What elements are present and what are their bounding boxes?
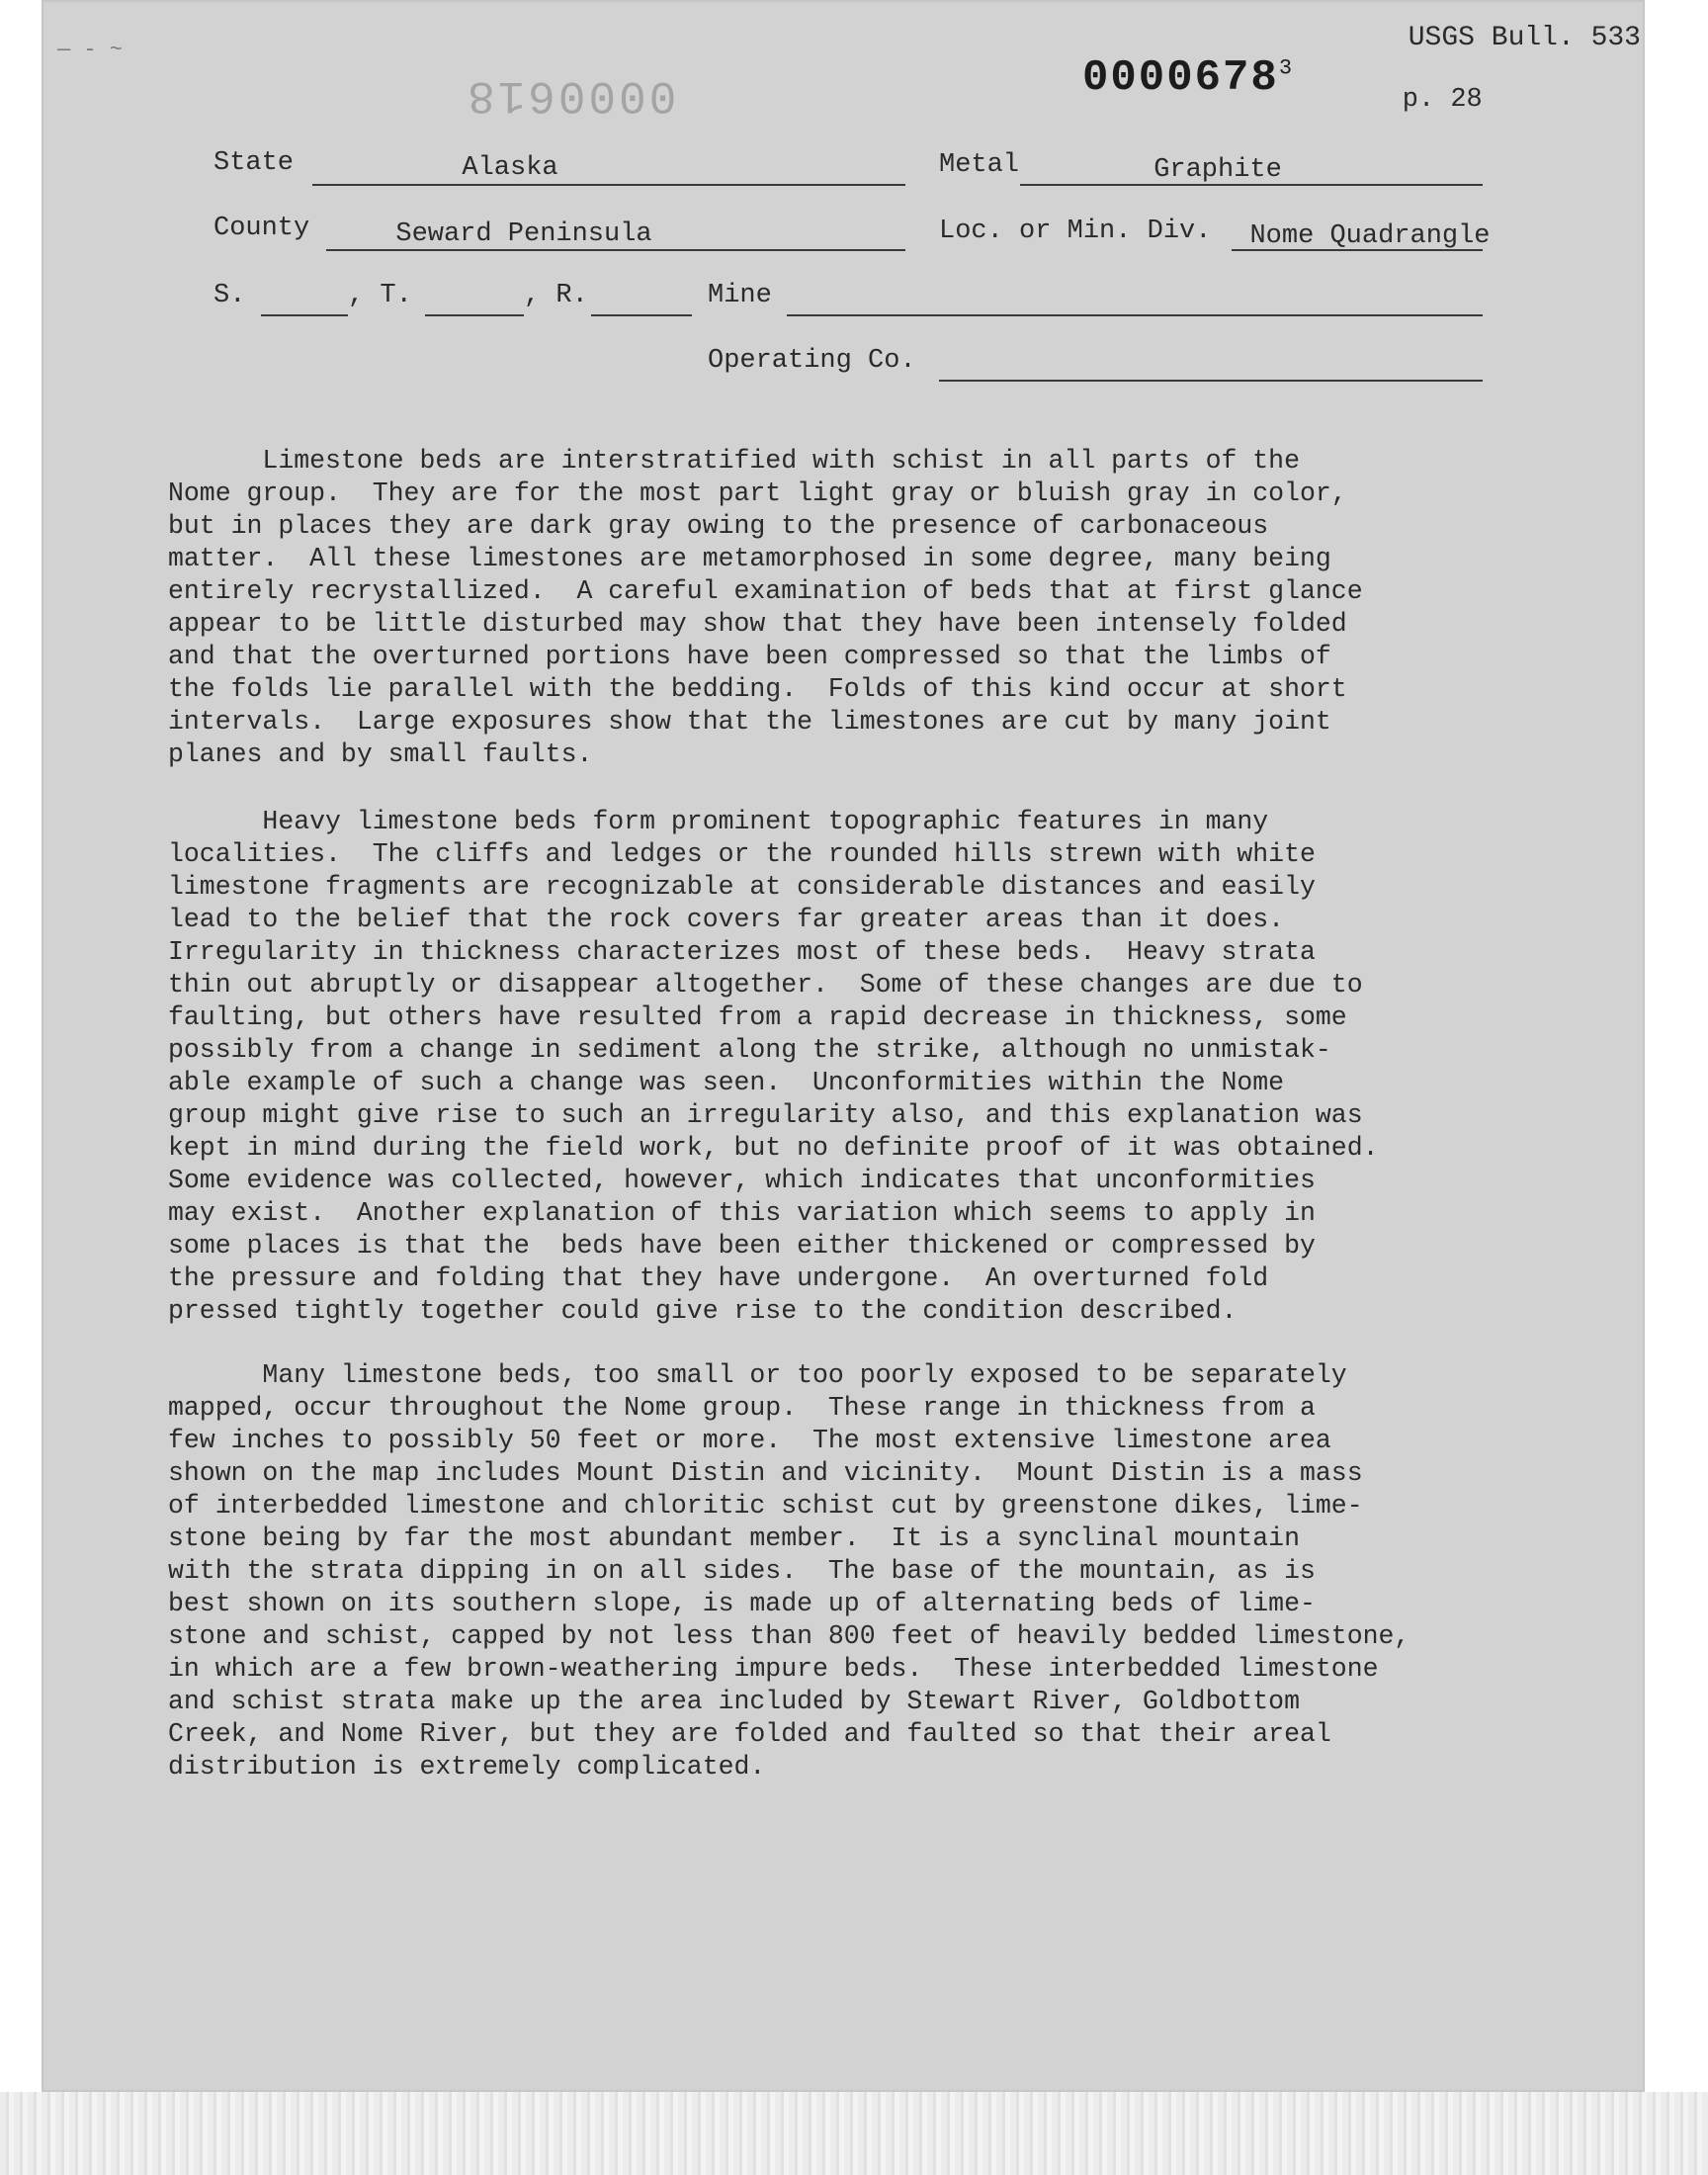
mine-label: Mine <box>708 281 772 310</box>
section-label: S. <box>214 281 246 310</box>
faint-stamp: 0000618 <box>465 69 677 121</box>
paragraph-1: Limestone beds are interstratified with schist in all parts of the Nome group. They are for the most part light gray or bluish gray in color, but in places they are dark gray owing to the presence of carbonaceous matter. All these limestones are metamorphosed in some degree, many being entirely recrystallized. A careful examination of beds that at first glance appear to be little disturbed may show that they have been intensely folded and that the overturned portions have been compressed so that the limbs of the folds lie parallel with the bedding. Folds of this kind occur at short intervals. Large exposures show that the limestones are cut by many joint planes and by small faults. <box>168 446 1363 769</box>
document-number-overtype: 3 <box>1278 55 1295 81</box>
operating-line <box>939 380 1483 382</box>
metal-value: Graphite <box>1153 155 1282 185</box>
county-line <box>326 249 905 251</box>
mine-line <box>787 314 1483 316</box>
range-label: , R. <box>524 281 588 310</box>
document-number-main: 0000678 <box>1082 53 1279 103</box>
scanner-edge <box>0 2092 1708 2175</box>
range-line <box>591 314 692 316</box>
state-label: State <box>214 148 295 178</box>
bulletin-reference: USGS Bull. 533 <box>1408 23 1641 53</box>
county-value: Seward Peninsula <box>395 219 652 249</box>
loc-value: Nome Quadrangle <box>1249 221 1491 251</box>
state-value: Alaska <box>462 153 558 183</box>
loc-label: Loc. or Min. Div. <box>939 217 1212 246</box>
document-number <box>1082 53 1294 103</box>
page-reference: p. 28 <box>1402 85 1483 115</box>
township-line <box>425 314 524 316</box>
county-label: County <box>214 214 310 243</box>
township-label: , T. <box>348 281 412 310</box>
state-line <box>312 184 905 186</box>
reference-block <box>1402 22 1641 115</box>
paragraph-2: Heavy limestone beds form prominent topographic features in many localities. The cliffs and ledges or the rounded hills strewn with white limestone fragments are recognizable at considerable distances and easily lead to the belief that the rock covers far greater areas than it does. Irregularity in thickness characterizes most of these beds. Heavy strata thin out abruptly or disappear altogether. Some of these changes are due to faulting, but others have resulted from a rapid decrease in thickness, some possibly from a change in sediment along the strike, although no unmistak- able example of such a change was seen. Unconformities within the Nome group might give rise to such an irregularity also, and this explanation was kept in mind during the field work, but no definite proof of it was obtained. Some evidence was collected, however, which indicates that unconformities may exist. Another explanation of this variation which seems to apply in some places is that the beds have been either thickened or compressed by the pressure and folding that they have undergone. An overturned fold pressed tightly together could give rise to the condition described. <box>168 807 1379 1326</box>
corner-mark: — - ~ <box>57 38 124 62</box>
metal-label: Metal <box>939 150 1020 180</box>
section-line <box>261 314 348 316</box>
operating-label: Operating Co. <box>708 346 916 376</box>
paragraph-3: Many limestone beds, too small or too poorly exposed to be separately mapped, occur throughout the Nome group. These range in thickness from a few inches to possibly 50 feet or more. The most extensive limestone area shown on the map includes Mount Distin and vicinity. Mount Distin is a mass of interbedded limestone and chloritic schist cut by greenstone dikes, lime- stone being by far the most abundant member. It is a synclinal mountain with the strata dipping in on all sides. The base of the mountain, as is best shown on its southern slope, is made up of alternating beds of lime- stone and schist, capped by not less than 800 feet of heavily bedded limestone, in which are a few brown-weathering impure beds. These interbedded limestone and schist strata make up the area included by Stewart River, Goldbottom Creek, and Nome River, but they are folded and faulted so that their areal distribution is extremely complicated. <box>168 1360 1410 1782</box>
